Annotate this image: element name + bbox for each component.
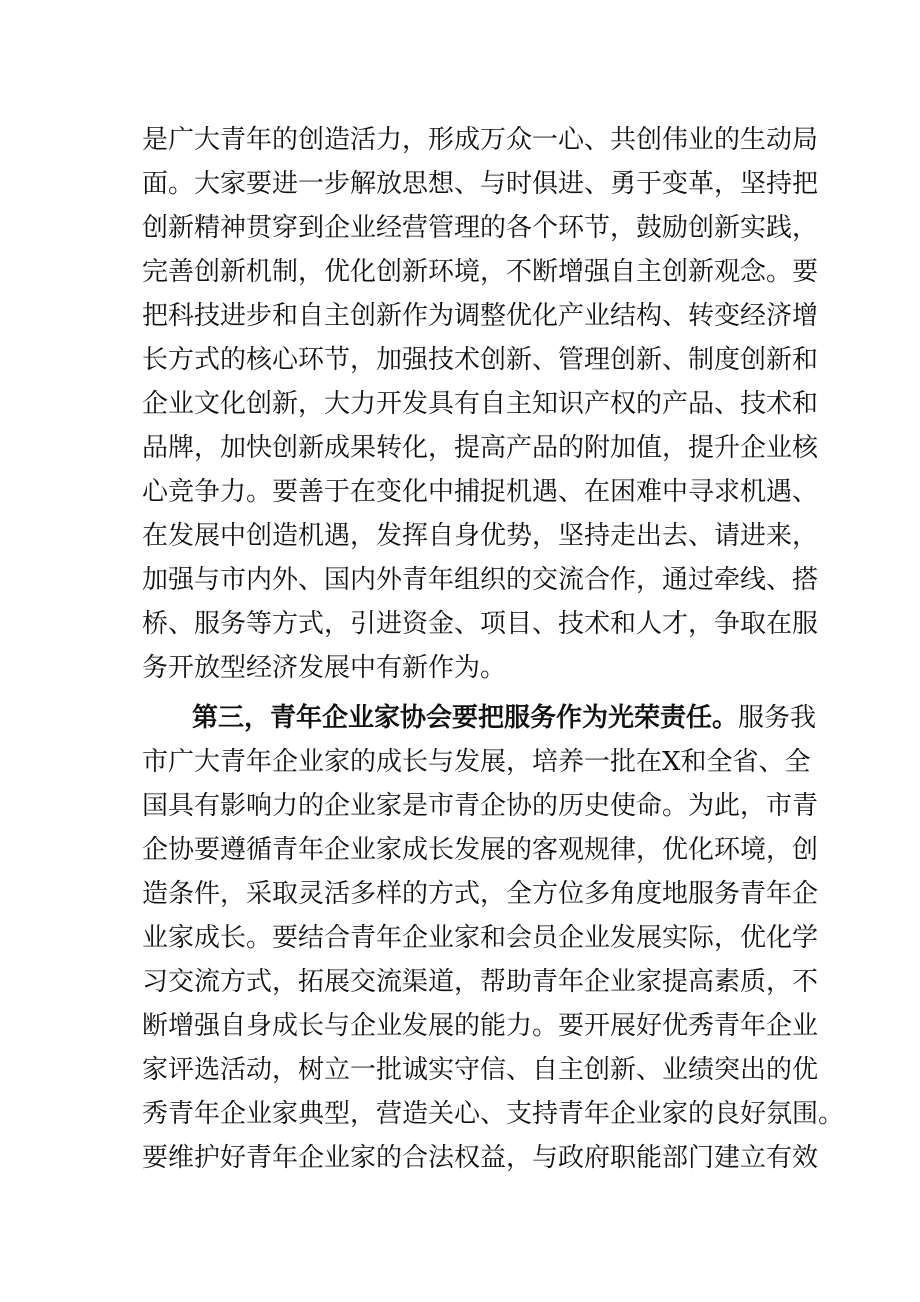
- paragraph-line: 创新精神贯穿到企业经营管理的各个环节，鼓励创新实践，: [142, 213, 819, 243]
- paragraph-line: 习交流方式，拓展交流渠道，帮助青年企业家提高素质，不: [142, 967, 819, 997]
- paragraph-line: 面。大家要进一步解放思想、与时俱进、勇于变革，坚持把: [142, 169, 819, 199]
- paragraph-line: 家评选活动，树立一批诚实守信、自主创新、业绩突出的优: [142, 1055, 819, 1085]
- paragraph-line: 市广大青年企业家的成长与发展，培养一批在X和全省、全: [142, 747, 811, 777]
- paragraph-heading-continuation: 服务我: [738, 703, 817, 733]
- paragraph-line: 完善创新机制，优化创新环境，不断增强自主创新观念。要: [142, 257, 819, 287]
- paragraph-line: 心竞争力。要善于在变化中捕捉机遇、在困难中寻求机遇、: [142, 477, 819, 507]
- paragraph-line: 是广大青年的创造活力，形成万众一心、共创伟业的生动局: [142, 125, 819, 155]
- paragraph-line: 桥、服务等方式，引进资金、项目、技术和人才，争取在服: [142, 609, 819, 639]
- paragraph-line: 把科技进步和自主创新作为调整优化产业结构、转变经济增: [142, 301, 819, 331]
- paragraph-line: 业家成长。要结合青年企业家和会员企业发展实际，优化学: [142, 923, 819, 953]
- paragraph-line: 长方式的核心环节，加强技术创新、管理创新、制度创新和: [142, 345, 819, 375]
- paragraph-line: 在发展中创造机遇，发挥自身优势，坚持走出去、请进来，: [142, 521, 819, 551]
- paragraph-line: 国具有影响力的企业家是市青企协的历史使命。为此，市青: [142, 791, 819, 821]
- paragraph-line: 要维护好青年企业家的合法权益，与政府职能部门建立有效: [142, 1143, 819, 1173]
- paragraph-heading: 第三，青年企业家协会要把服务作为光荣责任。: [192, 703, 739, 733]
- paragraph-line: 务开放型经济发展中有新作为。: [142, 653, 507, 683]
- paragraph-line: 造条件，采取灵活多样的方式，全方位多角度地服务青年企: [142, 879, 819, 909]
- paragraph-line: 断增强自身成长与企业发展的能力。要开展好优秀青年企业: [142, 1011, 819, 1041]
- paragraph-line: 企协要遵循青年企业家成长发展的客观规律，优化环境，创: [142, 835, 819, 865]
- paragraph-line: 企业文化创新，大力开发具有自主知识产权的产品、技术和: [142, 389, 819, 419]
- paragraph-line: 秀青年企业家典型，营造关心、支持青年企业家的良好氛围。: [142, 1099, 845, 1129]
- paragraph-line: 品牌，加快创新成果转化，提高产品的附加值，提升企业核: [142, 433, 819, 463]
- paragraph-first-line: [192, 696, 817, 740]
- paragraph-line: 加强与市内外、国内外青年组织的交流合作，通过牵线、搭: [142, 565, 819, 595]
